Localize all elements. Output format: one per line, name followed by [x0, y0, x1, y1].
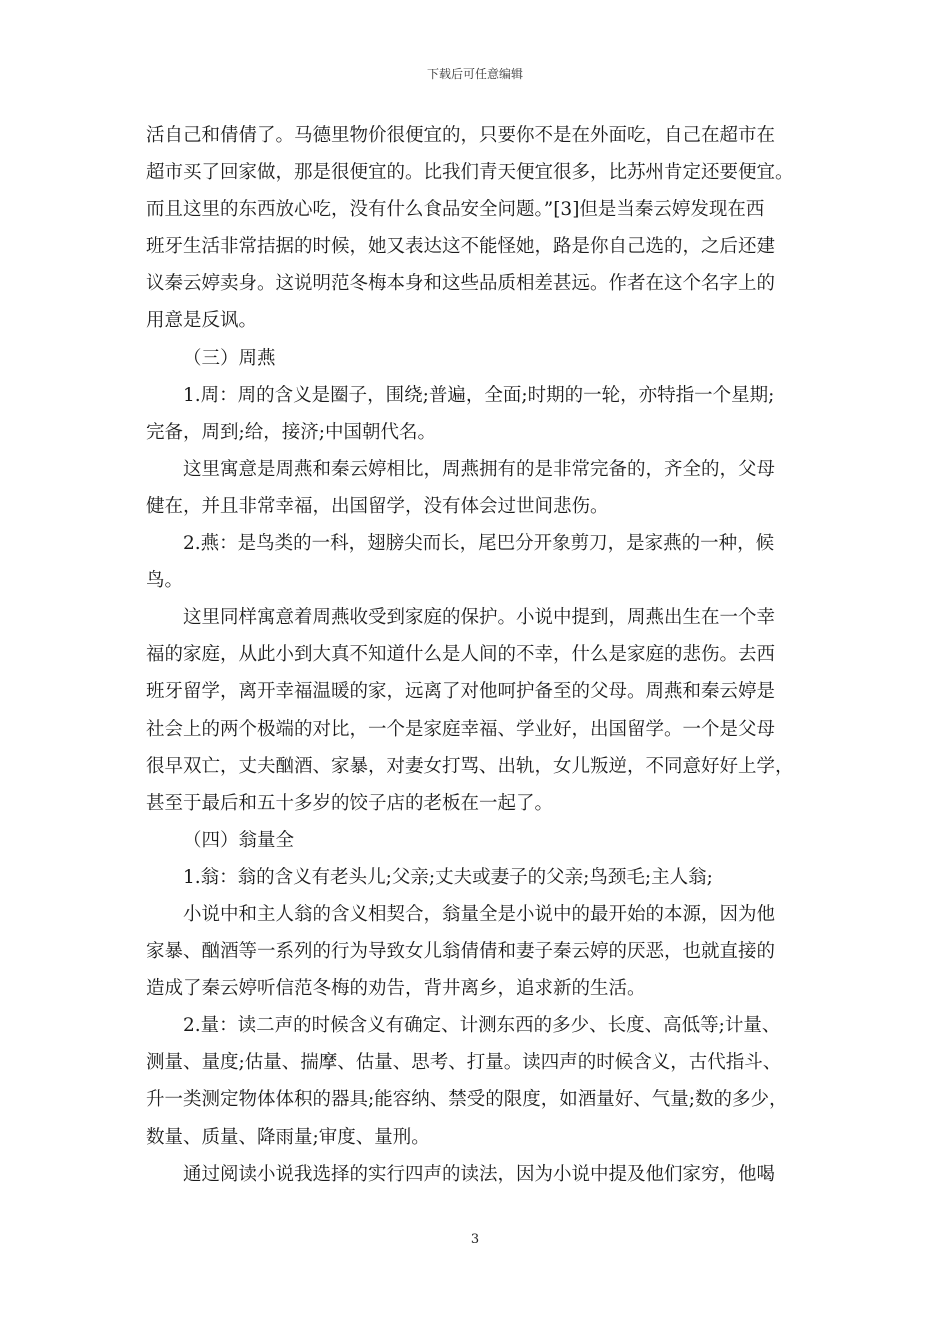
- text-line: 用意是反讽。: [146, 310, 258, 332]
- text-line: 而且这里的东西放心吃，没有什么食品安全问题。”[3]但是当秦云婷发现在西: [146, 199, 765, 221]
- section-heading: （三）周燕: [183, 347, 276, 369]
- text-line: 测量、量度;估量、揣摩、估量、思考、打量。读四声的时候含义，古代指斗、: [146, 1052, 782, 1074]
- text-line: 社会上的两个极端的对比，一个是家庭幸福、学业好，出国留学。一个是父母: [146, 718, 776, 740]
- text-line: 鸟。: [146, 570, 184, 592]
- text-line: 完备，周到;给，接济;中国朝代名。: [146, 421, 436, 443]
- text-line: 甚至于最后和五十多岁的饺子店的老板在一起了。: [146, 792, 554, 814]
- page-header: 下载后可任意编辑: [426, 67, 523, 81]
- text-line: 2.量：读二声的时候含义有确定、计测东西的多少、长度、高低等;计量、: [183, 1015, 781, 1037]
- text-line: 造成了秦云婷听信范冬梅的劝告，背井离乡，追求新的生活。: [146, 978, 646, 1000]
- text-line: 1.翁：翁的含义有老头儿;父亲;丈夫或妻子的父亲;鸟颈毛;主人翁;: [183, 866, 713, 888]
- text-line: 1.周：周的含义是圈子，围绕;普遍，全面;时期的一轮，亦特指一个星期;: [183, 384, 775, 406]
- text-line: 班牙留学，离开幸福温暖的家，远离了对他呵护备至的父母。周燕和秦云婷是: [146, 681, 776, 703]
- text-line: 很早双亡，丈夫酗酒、家暴，对妻女打骂、出轨，女儿叛逆，不同意好好上学，: [146, 755, 794, 777]
- text-line: 福的家庭，从此小到大真不知道什么是人间的不幸，什么是家庭的悲伤。去西: [146, 644, 776, 666]
- text-line: 班牙生活非常拮据的时候，她又表达这不能怪她，路是你自己选的，之后还建: [146, 236, 776, 258]
- section-heading: （四）翁量全: [183, 829, 295, 851]
- text-line: 2.燕：是鸟类的一科，翅膀尖而长，尾巴分开象剪刀，是家燕的一种，候: [183, 533, 775, 555]
- text-line: 这里寓意是周燕和秦云婷相比，周燕拥有的是非常完备的，齐全的，父母: [183, 458, 776, 480]
- document-body: [146, 117, 812, 1193]
- text-line: 数量、质量、降雨量;审度、量刑。: [146, 1126, 430, 1148]
- text-line: 议秦云婷卖身。这说明范冬梅本身和这些品质相差甚远。作者在这个名字上的: [146, 273, 776, 295]
- text-line: 超市买了回家做，那是很便宜的。比我们青天便宜很多，比苏州肯定还要便宜。: [146, 162, 794, 184]
- text-line: 家暴、酗酒等一系列的行为导致女儿翁倩倩和妻子秦云婷的厌恶，也就直接的: [146, 941, 776, 963]
- text-line: 这里同样寓意着周燕收受到家庭的保护。小说中提到，周燕出生在一个幸: [183, 607, 776, 629]
- text-line: 升一类测定物体体积的器具;能容纳、禁受的限度，如酒量好、气量;数的多少，: [146, 1089, 788, 1111]
- page-number: 3: [470, 1232, 480, 1247]
- text-line: 活自己和倩倩了。马德里物价很便宜的，只要你不是在外面吃，自己在超市在: [146, 125, 776, 146]
- text-line: 小说中和主人翁的含义相契合，翁量全是小说中的最开始的本源，因为他: [183, 903, 776, 925]
- text-line: 通过阅读小说我选择的实行四声的读法，因为小说中提及他们家穷，他喝: [183, 1163, 776, 1185]
- text-line: 健在，并且非常幸福，出国留学，没有体会过世间悲伤。: [146, 495, 609, 517]
